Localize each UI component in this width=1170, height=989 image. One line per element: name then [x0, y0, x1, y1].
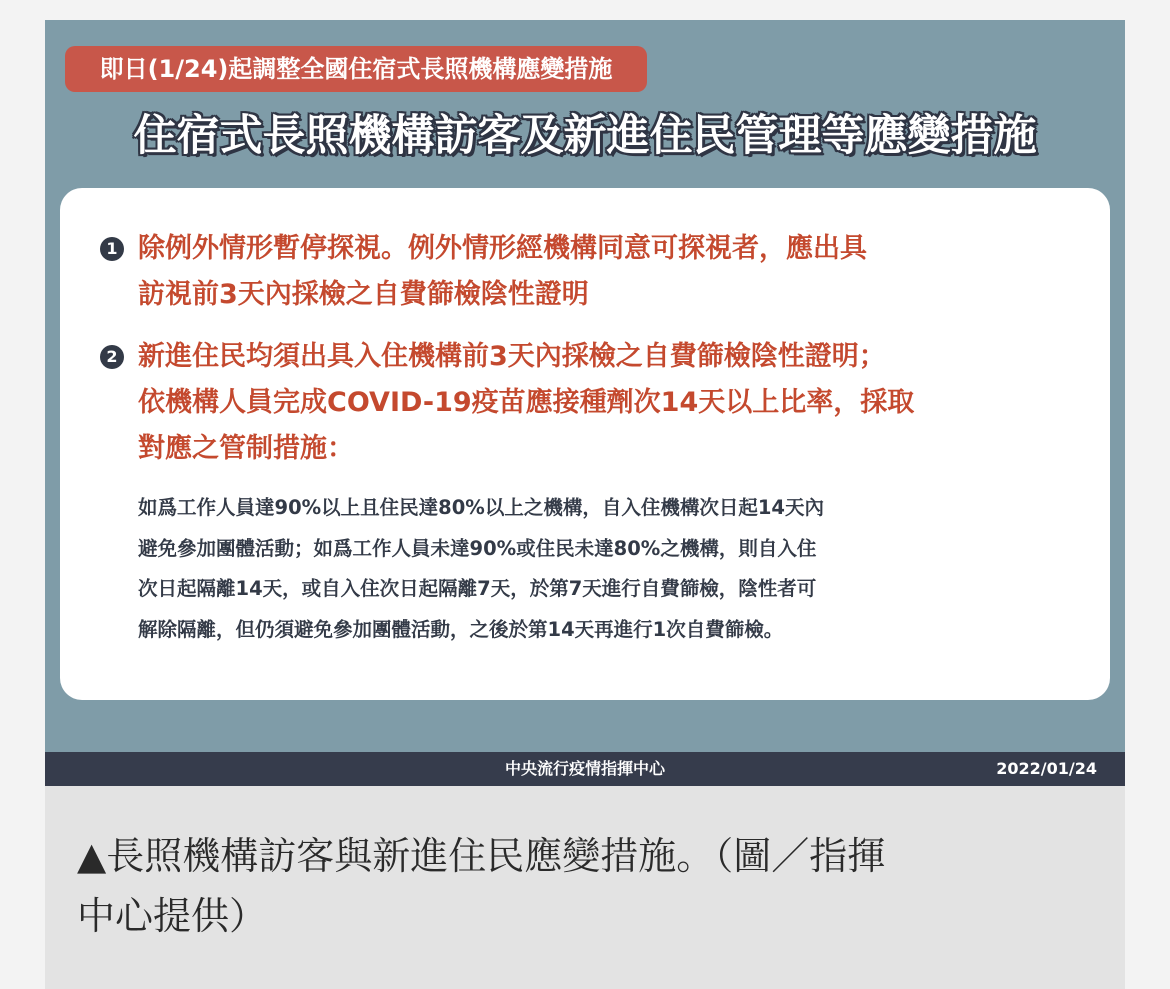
measure-line: 依機構人員完成COVID-19疫苗應接種劑次14天以上比率，採取: [138, 387, 915, 418]
measure-line: 對應之管制措施：: [138, 433, 354, 464]
measure-line: 除例外情形暫停探視。例外情形經機構同意可探視者，應出具: [138, 233, 867, 264]
measure-line: 新進住民均須出具入住機構前3天內採檢之自費篩檢陰性證明；: [138, 341, 886, 372]
measure-detail: [138, 488, 1088, 650]
caption-area: [45, 786, 1125, 989]
number-badge-1: 1: [100, 237, 124, 261]
measure-item-text: [138, 226, 1078, 318]
measures-card: [60, 188, 1110, 700]
article-figure: [45, 20, 1125, 989]
detail-line: 解除隔離，但仍須避免參加團體活動，之後於第14天再進行1次自費篩檢。: [138, 617, 784, 641]
number-badge-2: 2: [100, 345, 124, 369]
detail-line: 避免參加團體活動；如爲工作人員未達90%或住民未達80%之機構，則自入住: [138, 536, 817, 560]
detail-line: 次日起隔離14天，或自入住次日起隔離7天，於第7天進行自費篩檢，陰性者可: [138, 577, 817, 600]
measure-item-text: [138, 334, 1078, 472]
image-caption: [77, 826, 1087, 946]
caption-line: ▲長照機構訪客與新進住民應變措施。（圖／指揮: [77, 834, 886, 878]
detail-line: 如爲工作人員達90%以上且住民達80%以上之機構，自入住機構次日起14天內: [138, 496, 824, 519]
date-tag: 即日(1/24)起調整全國住宿式長照機構應變措施: [65, 46, 647, 92]
date-label: 2022/01/24: [996, 759, 1097, 778]
source-label: 中央流行疫情指揮中心: [504, 759, 665, 778]
infographic-footer: [45, 752, 1125, 786]
caption-line: 中心提供）: [77, 894, 268, 938]
measure-line: 訪視前3天內採檢之自費篩檢陰性證明: [138, 279, 589, 310]
infographic-headline: 住宿式長照機構訪客及新進住民管理等應變措施: [133, 111, 1037, 161]
infographic-image: [45, 20, 1125, 752]
